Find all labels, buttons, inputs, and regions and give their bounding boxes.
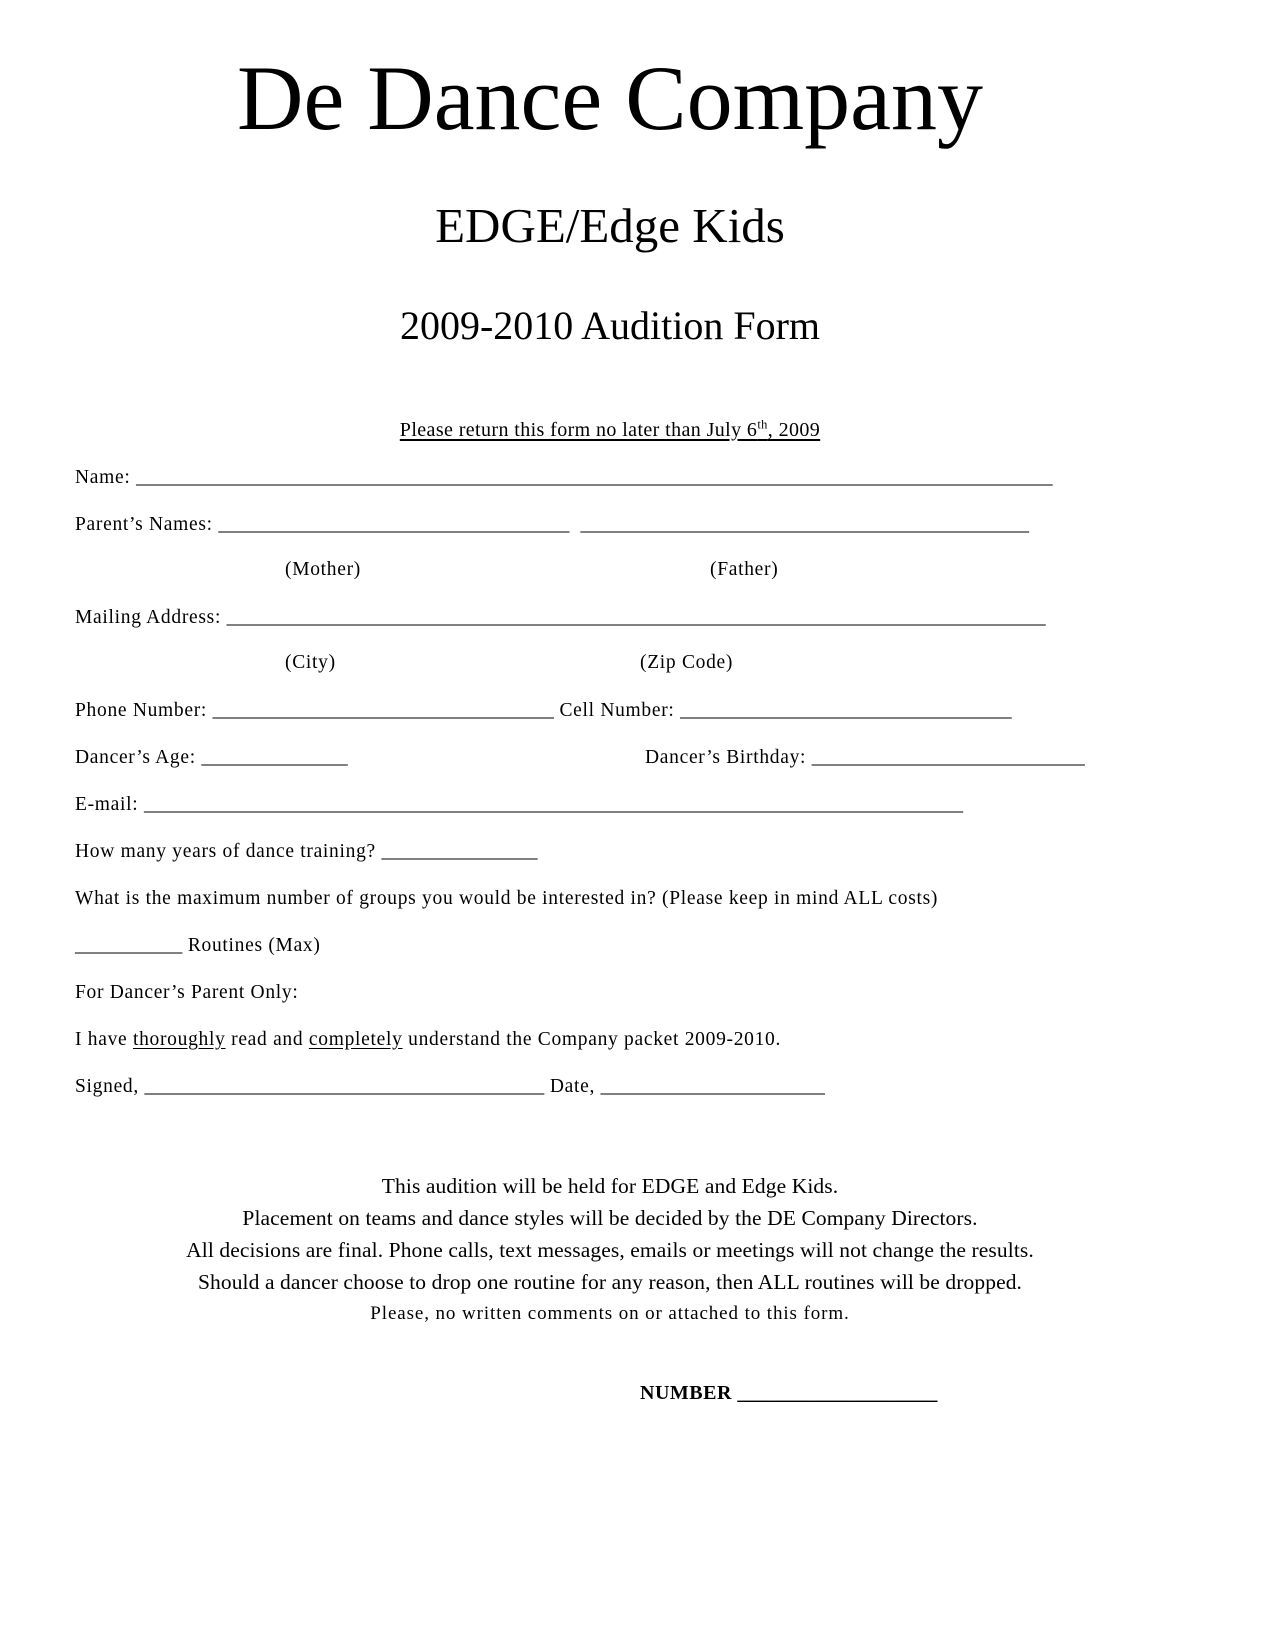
age-birthday-row [75, 747, 1145, 769]
program-title: EDGE/Edge Kids [435, 197, 785, 253]
dancer-birthday-label: Dancer’s Birthday: [645, 746, 807, 768]
groups-question-row [75, 888, 1145, 910]
mother-caption: (Mother) [285, 558, 361, 580]
city-caption: (City) [285, 651, 336, 673]
ack-underlined-thoroughly: thoroughly [132, 1028, 226, 1050]
signed-label: Signed, [75, 1075, 139, 1097]
phone-row [75, 700, 1145, 722]
email-row [75, 794, 1145, 816]
company-title: De Dance Company [237, 47, 983, 149]
groups-question-text: What is the maximum number of groups you would be interested in? (Please keep in mind ALL costs) [75, 887, 939, 909]
routines-row [75, 935, 1145, 957]
zip-code-caption: (Zip Code) [640, 651, 734, 673]
ack-underlined-completely: completely [308, 1028, 403, 1050]
father-caption: (Father) [710, 558, 779, 580]
return-deadline-notice [75, 416, 1145, 442]
acknowledgement-row [75, 1029, 1145, 1051]
form-title: 2009-2010 Audition Form [399, 302, 821, 348]
mailing-address-label: Mailing Address: [75, 606, 222, 628]
date-label: Date, [549, 1075, 596, 1097]
routines-label: Routines (Max) [187, 934, 321, 956]
phone-number-blank: ___________________________________ [212, 699, 554, 721]
name-blank: ______________________________________________________________________________________________ [136, 466, 1053, 488]
phone-number-label: Phone Number: [75, 699, 208, 721]
mailing-address-blank: ____________________________________________________________________________________ [226, 606, 1046, 628]
birthday-group [645, 747, 1085, 769]
ack-part1: I have [75, 1028, 133, 1050]
training-row [75, 841, 1145, 863]
name-label: Name: [75, 466, 131, 488]
cell-number-blank: __________________________________ [680, 699, 1012, 721]
ack-part3: understand the Company packet 2009-2010. [402, 1028, 782, 1050]
dancer-birthday-blank: ____________________________ [811, 746, 1085, 768]
dancer-age-blank: _______________ [201, 746, 348, 768]
training-blank: ________________ [381, 840, 538, 862]
cell-number-label: Cell Number: [559, 699, 675, 721]
parents-label: Parent’s Names: [75, 513, 213, 535]
parents-captions-row [75, 559, 1145, 582]
signed-row [75, 1076, 1145, 1098]
parent-only-row [75, 982, 1145, 1004]
email-label: E-mail: [75, 793, 139, 815]
footer-note-line-small: Please, no written comments on or attached to this form. [370, 1302, 850, 1324]
notice-prefix: Please return this form no later than July 6 [399, 418, 758, 441]
mother-name-blank: ____________________________________ [218, 513, 570, 535]
number-label: NUMBER [640, 1381, 732, 1404]
mailing-address-row [75, 607, 1145, 629]
footer-note-line: Placement on teams and dance styles will be decided by the DE Company Directors. [242, 1205, 978, 1230]
footer-note-line: This audition will be held for EDGE and Edge Kids. [381, 1173, 839, 1198]
signature-blank: _________________________________________ [144, 1075, 545, 1097]
address-captions-row [75, 652, 1145, 675]
dancer-age-label: Dancer’s Age: [75, 746, 196, 768]
parents-row [75, 514, 1145, 536]
routines-blank: ___________ [75, 934, 183, 956]
date-blank: _______________________ [600, 1075, 825, 1097]
return-deadline-text [399, 416, 821, 441]
notice-superscript: th [757, 416, 768, 431]
ack-part2: read and [225, 1028, 309, 1050]
parent-only-text: For Dancer’s Parent Only: [75, 981, 299, 1003]
notice-suffix: , 2009 [767, 418, 821, 441]
training-question-label: How many years of dance training? [75, 840, 376, 862]
footer-notes [75, 1170, 1145, 1330]
number-blank: ____________________ [737, 1381, 938, 1404]
father-name-blank: ______________________________________________ [580, 513, 1029, 535]
footer-note-line: All decisions are final. Phone calls, text messages, emails or meetings will not change the results. [186, 1237, 1034, 1262]
footer-note-line: Should a dancer choose to drop one routine for any reason, then ALL routines will be dropped. [197, 1269, 1023, 1294]
number-row [75, 1382, 1145, 1405]
name-row [75, 467, 1145, 489]
email-blank: ____________________________________________________________________________________ [143, 793, 963, 815]
